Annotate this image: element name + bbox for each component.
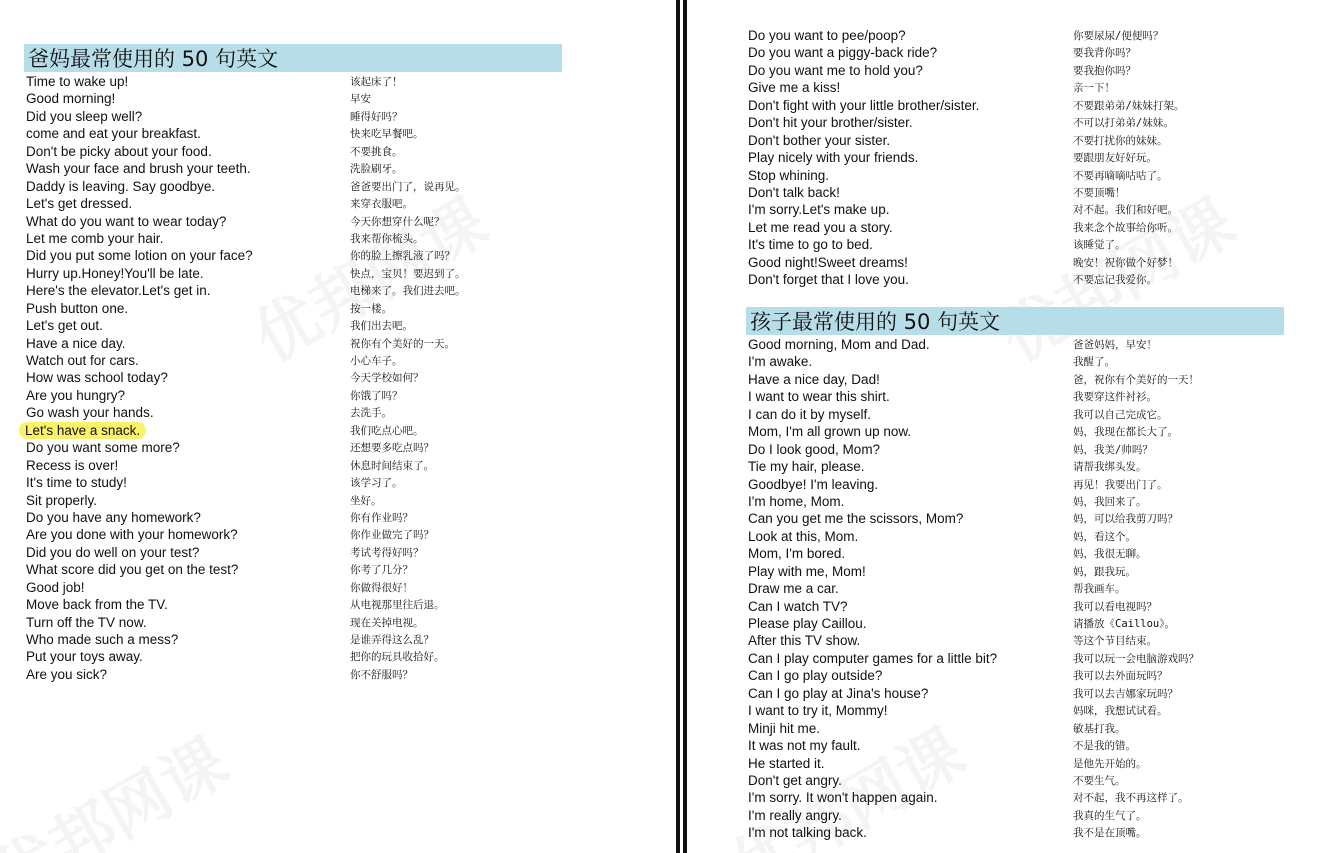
phrase-row [748,423,1308,440]
english-phrase: I'm sorry. It won't happen again. [748,790,938,806]
english-phrase: Don't get angry. [748,772,842,788]
chinese-translation: 我们吃点心吧。 [350,424,424,437]
phrase-row [748,406,1308,423]
phrase-row [748,336,1308,353]
english-phrase: Can you get me the scissors, Mom? [748,511,964,527]
english-phrase: Turn off the TV now. [26,614,147,630]
right-page [687,0,1317,853]
chinese-translation: 该学习了。 [350,477,403,490]
chinese-translation: 对不起。我们和好吧。 [1073,204,1178,217]
english-phrase: Good morning! [26,91,116,107]
chinese-translation: 还想要多吃点吗？ [350,442,434,455]
phrase-row [748,685,1308,702]
chinese-translation: 是谁弄得这么乱？ [350,634,434,646]
phrase-row [748,62,1308,79]
english-phrase: Are you sick? [26,666,108,682]
english-phrase: It was not my fault. [748,738,861,754]
chinese-translation: 你要尿尿/便便吗？ [1073,30,1164,42]
phrase-row [26,422,666,439]
english-phrase: Good morning, Mom and Dad. [748,337,930,352]
chinese-translation: 妈，我美/帅吗？ [1073,443,1153,456]
english-phrase: I'm sorry.Let's make up. [748,202,890,218]
english-phrase: Push button one. [26,300,129,316]
english-phrase: Minji hit me. [748,720,821,736]
english-phrase: come and eat your breakfast. [26,126,201,142]
chinese-translation: 再见！我要出门了。 [1073,478,1168,491]
phrase-row [26,317,666,334]
english-phrase: Sit properly. [26,492,98,508]
english-phrase: After this TV show. [748,633,861,649]
chinese-translation: 按一楼。 [350,302,392,315]
english-phrase: How was school today? [26,370,168,386]
english-phrase: Do you want to pee/poop? [748,28,906,43]
phrase-row [26,614,666,631]
phrase-row [748,493,1308,510]
highlighted-english-phrase: Let's have a snack. [19,422,146,439]
english-phrase: Let me read you a story. [748,219,893,235]
english-phrase: Did you put some lotion on your face? [26,248,253,264]
english-phrase: I'm not talking back. [748,825,867,841]
chinese-translation: 是他先开始的。 [1073,757,1147,770]
english-phrase: Are you done with your homework? [26,527,238,543]
phrase-row [748,563,1308,580]
chinese-translation: 我们出去吧。 [350,320,413,333]
phrase-row [748,371,1308,388]
phrase-row [748,807,1308,824]
english-phrase: Are you hungry? [26,387,126,403]
phrase-row [26,108,666,125]
phrase-row [26,666,666,683]
chinese-translation: 祝你有个美好的一天。 [350,337,455,350]
english-phrase: Mom, I'm bored. [748,546,846,562]
chinese-translation: 妈，跟我玩。 [1073,565,1136,578]
chinese-translation: 来穿衣服吧。 [350,198,413,211]
chinese-translation: 不要忘记我爱你。 [1073,274,1157,287]
english-phrase: Don't be picky about your food. [26,143,212,159]
chinese-translation: 晚安！祝你做个好梦！ [1073,256,1178,269]
phrase-row [26,178,666,195]
english-phrase: Play nicely with your friends. [748,150,919,166]
phrase-row [26,282,666,299]
chinese-translation: 我真的生气了。 [1073,809,1147,822]
phrase-row [748,789,1308,806]
english-phrase: Do you want me to hold you? [748,62,923,78]
kids-section-heading: 孩子最常使用的 50 句英文 [746,307,1284,335]
phrase-row [26,474,666,491]
phrase-row [748,755,1308,772]
phrase-row [748,667,1308,684]
phrase-row [748,458,1308,475]
chinese-translation: 早安 [350,93,371,106]
chinese-translation: 妈，可以给我剪刀吗？ [1073,513,1178,526]
chinese-translation: 你不舒服吗？ [350,668,413,681]
english-phrase: Recess is over! [26,457,119,473]
english-phrase: Who made such a mess? [26,632,179,647]
chinese-translation: 对不起，我不再这样了。 [1073,792,1189,805]
english-phrase: Tie my hair, please. [748,459,865,475]
chinese-translation: 妈，我回来了。 [1073,495,1147,508]
phrase-row [748,632,1308,649]
chinese-translation: 不要跟弟弟/妹妹打架。 [1073,99,1185,112]
chinese-translation: 不要打扰你的妹妹。 [1073,134,1168,147]
english-phrase: Stop whining. [748,167,830,183]
phrase-row [748,528,1308,545]
phrase-row [26,143,666,160]
english-phrase: Let's get dressed. [26,196,133,212]
english-phrase: I'm awake. [748,354,813,370]
chinese-translation: 考试考得好吗？ [350,546,424,559]
chinese-translation: 妈，我很无聊。 [1073,548,1147,561]
english-phrase: Don't fight with your little brother/sister. [748,97,980,113]
phrase-row [26,439,666,456]
watermark [0,712,242,853]
chinese-translation: 去洗手。 [350,407,392,420]
phrase-row [748,441,1308,458]
english-phrase: Have a nice day. [26,335,126,351]
phrase-row [748,27,1308,44]
phrase-row [748,132,1308,149]
phrase-row [26,90,666,107]
chinese-translation: 不要生气。 [1073,774,1126,787]
english-phrase: Go wash your hands. [26,405,154,421]
phrase-row [26,369,666,386]
phrase-row [748,44,1308,61]
chinese-translation: 该睡觉了。 [1073,239,1126,252]
english-phrase: Give me a kiss! [748,80,841,96]
chinese-translation: 我醒了。 [1073,356,1115,369]
phrase-row [26,544,666,561]
english-phrase: It's time to go to bed. [748,237,873,253]
chinese-translation: 你饿了吗？ [350,389,403,402]
chinese-translation: 你作业做完了吗？ [350,529,434,542]
phrase-row [26,526,666,543]
english-phrase: It's time to study! [26,475,127,491]
english-phrase: Do you want a piggy-back ride? [748,45,938,61]
english-phrase: Here's the elevator.Let's get in. [26,283,211,299]
chinese-translation: 亲一下！ [1073,82,1115,95]
english-phrase: Daddy is leaving. Say goodbye. [26,178,216,194]
chinese-translation: 该起床了！ [350,76,403,88]
chinese-translation: 等这个节目结束。 [1073,635,1157,648]
english-phrase: Watch out for cars. [26,353,139,368]
parents-phrase-list-continued [748,27,1308,289]
chinese-translation: 不要挑食。 [350,145,403,158]
chinese-translation: 我来念个故事给你听。 [1073,221,1178,234]
chinese-translation: 洗脸刷牙。 [350,163,403,176]
english-phrase: Do you have any homework? [26,509,201,525]
english-phrase: Let's get out. [26,318,103,334]
phrase-row [748,236,1308,253]
english-phrase: I want to try it, Mommy! [748,703,888,719]
chinese-translation: 你考了几分？ [350,564,413,577]
english-phrase: Draw me a car. [748,581,839,597]
parents-phrase-list [26,73,666,683]
chinese-translation: 快来吃早餐吧。 [350,128,424,141]
chinese-translation: 今天你想穿什么呢？ [350,215,445,228]
chinese-translation: 从电视那里往后退。 [350,599,445,612]
phrase-row [26,352,666,369]
phrase-row [26,457,666,474]
english-phrase: I want to wear this shirt. [748,389,890,405]
chinese-translation: 要我抱你吗？ [1073,64,1136,77]
english-phrase: Look at this, Mom. [748,528,859,544]
chinese-translation: 不是我的错。 [1073,740,1136,753]
phrase-row [26,596,666,613]
chinese-translation: 我来帮你梳头。 [350,232,424,245]
english-phrase: Don't bother your sister. [748,132,891,148]
english-phrase: Don't talk back! [748,184,840,200]
phrase-row [748,114,1308,131]
phrase-row [748,580,1308,597]
phrase-row [26,631,666,648]
chinese-translation: 我可以去吉娜家玩吗？ [1073,687,1178,700]
chinese-translation: 睡得好吗？ [350,110,403,123]
english-phrase: Let me comb your hair. [26,230,164,246]
phrase-row [26,648,666,665]
english-phrase: Do I look good, Mom? [748,441,881,457]
phrase-row [26,335,666,352]
phrase-row [748,219,1308,236]
english-phrase: Good job! [26,579,85,595]
phrase-row [748,772,1308,789]
chinese-translation: 我不是在顶嘴。 [1073,827,1147,840]
english-phrase: I can do it by myself. [748,406,872,422]
english-phrase: Goodbye! I'm leaving. [748,476,879,492]
phrase-row [748,184,1308,201]
phrase-row [748,510,1308,527]
english-phrase: Can I go play at Jina's house? [748,685,929,701]
english-phrase: He started it. [748,755,825,771]
chinese-translation: 要我背你吗？ [1073,47,1136,60]
english-phrase: Hurry up.Honey!You'll be late. [26,265,204,281]
phrase-row [748,271,1308,288]
phrase-row [748,79,1308,96]
english-phrase: Don't hit your brother/sister. [748,115,913,131]
english-phrase: Please play Caillou. [748,616,867,631]
english-phrase: Can I play computer games for a little bit? [748,650,998,666]
english-phrase: Mom, I'm all grown up now. [748,424,912,440]
phrase-row [26,561,666,578]
chinese-translation: 把你的玩具收拾好。 [350,651,445,664]
english-phrase: Play with me, Mom! [748,563,866,579]
chinese-translation: 我可以看电视吗？ [1073,600,1157,613]
chinese-translation: 我可以去外面玩吗？ [1073,670,1168,683]
chinese-translation: 小心车子。 [350,355,403,367]
english-phrase: Do you want some more? [26,440,180,456]
chinese-translation: 快点，宝贝！要迟到了。 [350,267,466,280]
chinese-translation: 我可以自己完成它。 [1073,408,1168,421]
phrase-row [748,650,1308,667]
chinese-translation: 我要穿这件衬衫。 [1073,391,1157,404]
english-phrase: Good night!Sweet dreams! [748,254,908,270]
phrase-row [26,300,666,317]
chinese-translation: 妈咪，我想试试看。 [1073,705,1168,718]
chinese-translation: 我可以玩一会电脑游戏吗？ [1073,652,1199,665]
phrase-row [748,476,1308,493]
english-phrase: Time to wake up! [26,74,129,89]
english-phrase: What do you want to wear today? [26,213,227,229]
english-phrase: Move back from the TV. [26,597,168,613]
phrase-row [748,737,1308,754]
chinese-translation: 你做得很好！ [350,581,413,594]
chinese-translation: 今天学校如何？ [350,372,424,385]
phrase-row [26,509,666,526]
phrase-row [26,73,666,90]
phrase-row [748,149,1308,166]
chinese-translation: 现在关掉电视。 [350,616,424,629]
phrase-row [26,160,666,177]
chinese-translation: 坐好。 [350,494,382,507]
phrase-row [26,247,666,264]
chinese-translation: 不要顶嘴！ [1073,186,1126,199]
phrase-row [26,492,666,509]
phrase-row [26,387,666,404]
chinese-translation: 敏基打我。 [1073,722,1126,735]
phrase-row [748,353,1308,370]
chinese-translation: 电梯来了。我们进去吧。 [350,285,466,298]
kids-phrase-list [748,336,1308,842]
chinese-translation: 不可以打弟弟/妹妹。 [1073,117,1174,130]
english-phrase: Can I watch TV? [748,598,848,614]
phrase-row [748,702,1308,719]
parents-section-heading: 爸妈最常使用的 50 句英文 [24,44,562,72]
chinese-translation: 爸，祝你有个美好的一天！ [1073,373,1199,386]
phrase-row [26,404,666,421]
english-phrase: Put your toys away. [26,649,143,665]
english-phrase: Did you sleep well? [26,108,143,124]
phrase-row [748,545,1308,562]
chinese-translation: 妈，我现在都长大了。 [1073,426,1178,439]
chinese-translation: 爸爸要出门了，说再见。 [350,180,466,193]
phrase-row [748,388,1308,405]
phrase-row [26,213,666,230]
english-phrase: Wash your face and brush your teeth. [26,161,251,177]
chinese-translation: 帮我画车。 [1073,583,1126,596]
english-phrase: Can I go play outside? [748,668,883,684]
phrase-row [748,254,1308,271]
phrase-row [748,824,1308,841]
chinese-translation: 休息时间结束了。 [350,459,434,472]
chinese-translation: 要跟朋友好好玩。 [1073,152,1157,165]
english-phrase: Did you do well on your test? [26,544,200,560]
phrase-row [26,230,666,247]
chinese-translation: 爸爸妈妈，早安！ [1073,339,1157,351]
phrase-row [748,201,1308,218]
chinese-translation: 妈，看这个。 [1073,530,1136,543]
phrase-row [748,97,1308,114]
phrase-row [748,720,1308,737]
english-phrase: What score did you get on the test? [26,562,239,578]
chinese-translation: 请帮我绑头发。 [1073,461,1147,474]
phrase-row [26,579,666,596]
phrase-row [748,615,1308,632]
english-phrase: I'm really angry. [748,807,842,823]
phrase-row [26,195,666,212]
english-phrase: Have a nice day, Dad! [748,371,880,387]
chinese-translation: 请播放《Caillou》。 [1073,618,1176,630]
phrase-row [26,265,666,282]
phrase-row [26,125,666,142]
english-phrase: I'm home, Mom. [748,493,845,509]
chinese-translation: 你有作业吗？ [350,511,413,524]
chinese-translation: 你的脸上擦乳液了吗？ [350,250,455,263]
chinese-translation: 不要再嘀嘀咕咕了。 [1073,169,1168,182]
phrase-row [748,598,1308,615]
english-phrase: Don't forget that I love you. [748,272,909,288]
phrase-row [748,167,1308,184]
